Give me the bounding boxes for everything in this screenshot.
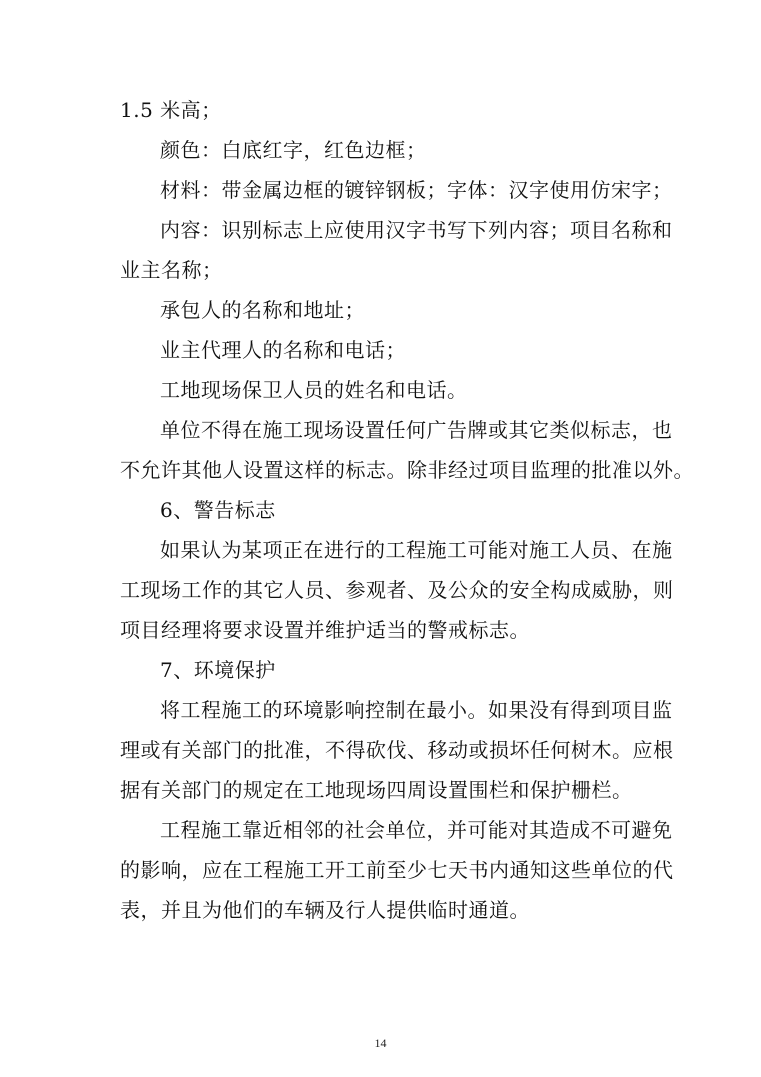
text-line: 业主代理人的名称和电话； [160,338,406,362]
text-line: 单位不得在施工现场设置任何广告牌或其它类似标志，也 [160,418,673,442]
text-line: 材料：带金属边框的镀锌钢板；字体：汉字使用仿宋字； [160,178,673,202]
text-line: 承包人的名称和地址； [160,298,365,322]
text-line: 颜色：白底红字，红色边框； [160,138,427,162]
section-heading: 6、警告标志 [160,498,276,522]
text-line: 业主名称； [120,258,223,282]
text-line: 如果认为某项正在进行的工程施工可能对施工人员、在施 [160,538,673,562]
text-line: 不允许其他人设置这样的标志。除非经过项目监理的批准以外。 [120,458,694,482]
text-line: 工程施工靠近相邻的社会单位，并可能对其造成不可避免 [160,818,673,842]
page-number: 14 [374,1036,387,1050]
text-line: 表，并且为他们的车辆及行人提供临时通道。 [120,898,530,922]
text-line: 工现场工作的其它人员、参观者、及公众的安全构成威胁，则 [120,578,674,602]
text-line: 项目经理将要求设置并维护适当的警戒标志。 [120,618,530,642]
text-line: 内容：识别标志上应使用汉字书写下列内容；项目名称和 [160,218,673,242]
text-line: 理或有关部门的批准，不得砍伐、移动或损坏任何树木。应根 [120,738,674,762]
text-line: 工地现场保卫人员的姓名和电话。 [160,378,468,402]
text-line: 据有关部门的规定在工地现场四周设置围栏和保护栅栏。 [120,778,633,802]
text-line: 1.5 米高； [120,98,222,122]
section-heading: 7、环境保护 [160,658,276,682]
document-body [120,90,694,930]
text-line: 的影响，应在工程施工开工前至少七天书内通知这些单位的代 [120,858,674,882]
text-line: 将工程施工的环境影响控制在最小。如果没有得到项目监 [160,698,673,722]
